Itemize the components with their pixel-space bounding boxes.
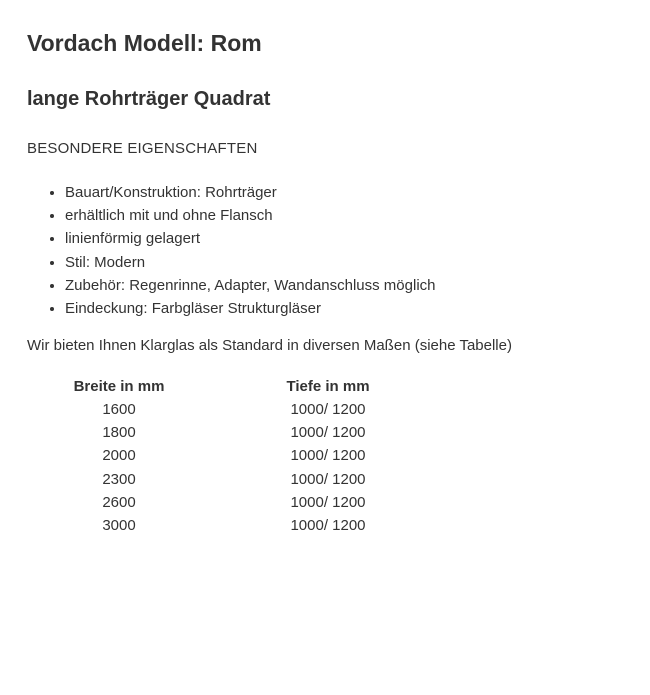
cell-width: 2300 [102, 470, 136, 488]
feature-list [27, 181, 436, 320]
table-row [45, 514, 463, 537]
cell-width: 1800 [102, 424, 136, 442]
cell-depth: 1000/ 1200 [290, 517, 366, 535]
feature-item: • Stil: Modern [65, 251, 436, 274]
table-row [45, 398, 463, 421]
cell-depth: 1000/ 1200 [290, 424, 366, 442]
cell-depth: 1000/ 1200 [290, 470, 366, 488]
column-header-depth: Tiefe in mm [286, 378, 370, 395]
size-table [45, 375, 463, 537]
cell-width: 1600 [102, 401, 136, 419]
feature-item: • linienförmig gelagert [65, 227, 436, 250]
cell-depth: 1000/ 1200 [290, 493, 366, 511]
table-header-row [45, 375, 463, 398]
table-row [45, 491, 463, 514]
cell-depth: 1000/ 1200 [290, 401, 366, 419]
intro-text: Wir bieten Ihnen Klarglas als Standard in diversen Maßen (siehe Tabelle) [27, 337, 512, 354]
cell-width: 2000 [102, 447, 136, 465]
cell-depth: 1000/ 1200 [290, 447, 366, 465]
table-row [45, 421, 463, 444]
feature-item: • Zubehör: Regenrinne, Adapter, Wandanschluss möglich [65, 274, 436, 297]
table-row [45, 444, 463, 467]
feature-item: • Eindeckung: Farbgläser Strukturgläser [65, 297, 436, 320]
table-row [45, 468, 463, 491]
page-subtitle: lange Rohrträger Quadrat [27, 88, 271, 110]
feature-item: • erhältlich mit und ohne Flansch [65, 204, 436, 227]
column-header-width: Breite in mm [73, 378, 165, 395]
section-label: BESONDERE EIGENSCHAFTEN [27, 140, 258, 157]
feature-item: • Bauart/Konstruktion: Rohrträger [65, 181, 436, 204]
page-title: Vordach Modell: Rom [27, 30, 262, 56]
cell-width: 3000 [102, 517, 136, 535]
cell-width: 2600 [102, 493, 136, 511]
